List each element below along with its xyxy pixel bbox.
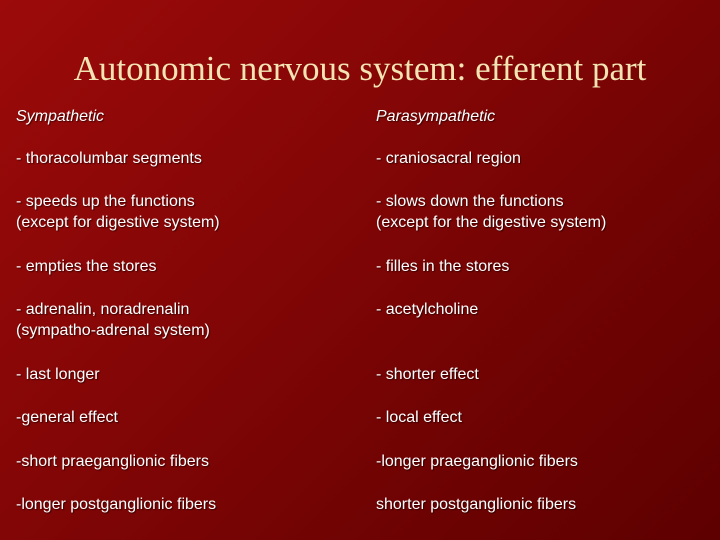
slide-title: Autonomic nervous system: efferent part — [73, 49, 647, 88]
table-cell-parasympathetic: shorter postganglionic fibers — [376, 496, 577, 513]
table-cell-parasympathetic: - local effect — [376, 409, 462, 426]
table-cell-parasympathetic: -longer praeganglionic fibers — [376, 453, 578, 470]
table-cell-sympathetic: - speeds up the functions (except for digestive system) — [16, 193, 220, 231]
table-cell-parasympathetic: - filles in the stores — [376, 258, 510, 275]
table-cell-sympathetic: - last longer — [16, 366, 100, 383]
table-cell-sympathetic: -general effect — [16, 409, 118, 426]
table-cell-sympathetic: -short praeganglionic fibers — [16, 453, 209, 470]
table-cell-sympathetic: - empties the stores — [16, 258, 157, 275]
table-cell-parasympathetic: - shorter effect — [376, 366, 479, 383]
column-header-sympathetic: Sympathetic — [16, 108, 105, 125]
column-header-parasympathetic: Parasympathetic — [376, 108, 496, 125]
table-cell-sympathetic: - adrenalin, noradrenalin (sympatho-adrenal system) — [16, 301, 210, 339]
table-cell-sympathetic: -longer postganglionic fibers — [16, 496, 217, 513]
table-cell-sympathetic: - thoracolumbar segments — [16, 150, 202, 167]
table-cell-parasympathetic: - acetylcholine — [376, 301, 479, 318]
table-cell-parasympathetic: - craniosacral region — [376, 150, 521, 167]
table-cell-parasympathetic: - slows down the functions (except for the digestive system) — [376, 193, 607, 231]
